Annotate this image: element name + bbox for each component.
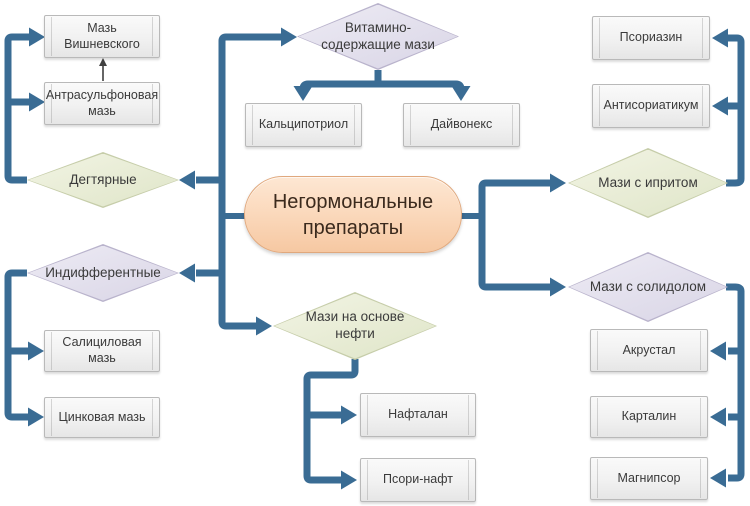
box-antisoriatikum-label: Антисориатикум <box>603 98 699 113</box>
box-salicylic <box>44 330 160 372</box>
diamond-tar-ointments <box>27 152 179 208</box>
diamond-oil-based-ointments <box>273 292 437 360</box>
diamond-oil-label: Мази на основе нефти <box>305 309 405 341</box>
box-antrasulfon <box>44 82 160 125</box>
connector-vitamin-children <box>294 70 471 101</box>
diamond-indifferent-ointments <box>27 244 179 302</box>
box-naftalan-label: Нафталан <box>388 407 448 422</box>
box-akrustal <box>590 329 708 372</box>
box-zinc-label: Цинковая мазь <box>58 409 146 424</box>
box-antisoriatikum <box>592 84 710 128</box>
diamond-vitamin-label: Витамино-содержащие мази <box>321 19 435 52</box>
center-node-nonhormonal <box>244 176 462 253</box>
box-akrustal-label: Акрустал <box>622 342 676 357</box>
box-magnipsor <box>590 457 708 500</box>
box-kartalin-label: Карталин <box>621 409 677 424</box>
box-vishnevsky-label: Мазь Вишневского <box>64 20 140 51</box>
box-vishnevsky <box>44 15 160 58</box>
box-psoriasin <box>592 16 710 60</box>
box-naftalan <box>360 393 476 437</box>
diamond-yperite-label: Мази с ипритом <box>598 174 698 190</box>
diamond-vitamin-ointments <box>297 3 459 70</box>
diamond-tar-label: Дегтярные <box>69 171 137 187</box>
box-zinc <box>44 397 160 438</box>
box-psori-naft <box>360 458 476 502</box>
diamond-yperite-ointments <box>568 148 728 218</box>
diamond-indifferent-label: Индифферентные <box>45 264 161 280</box>
box-calcipotriol-label: Кальципотриол <box>258 117 349 132</box>
diamond-solidol-label: Мази с солидолом <box>589 278 707 294</box>
connector-antrasulfon-to-vishnevsky <box>99 58 107 81</box>
connector-oil-children <box>307 359 357 490</box>
box-kartalin <box>590 396 708 438</box>
box-salicylic-label: Салициловая мазь <box>62 335 142 365</box>
box-antrasulfon-label: Антрасульфоновая мазь <box>45 87 159 118</box>
box-psori-naft-label: Псори-нафт <box>382 472 453 487</box>
diamond-solidol-ointments <box>568 252 728 322</box>
box-magnipsor-label: Магнипсор <box>617 470 681 485</box>
connector-right-spine <box>460 174 566 297</box>
box-psoriasin-label: Псориазин <box>619 30 683 45</box>
box-daivonex-label: Дайвонекс <box>430 117 493 132</box>
box-daivonex <box>403 103 520 147</box>
box-calcipotriol <box>245 103 362 147</box>
center-node-label: Негормональные препараты <box>272 190 434 239</box>
